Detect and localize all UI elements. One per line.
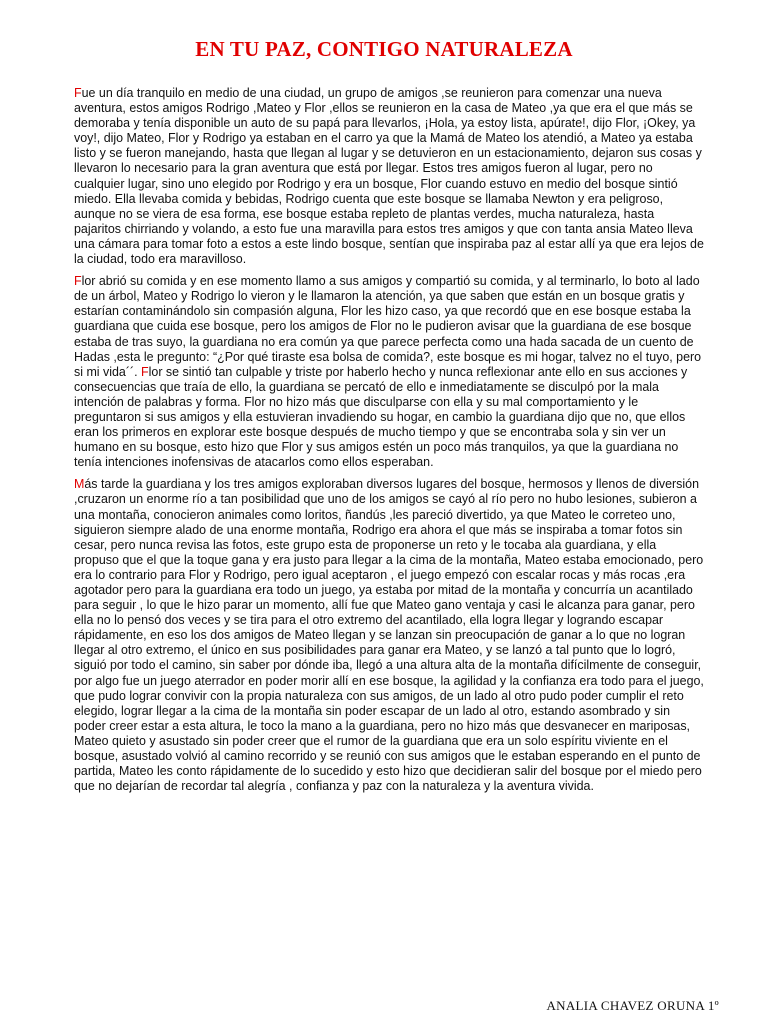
paragraph-initial: F	[74, 274, 82, 289]
document-title: EN TU PAZ, CONTIGO NATURALEZA	[195, 37, 573, 61]
paragraph-text-continued: lor se sintió tan culpable y triste por haberlo hecho y nunca reflexionar ante ello en sus acciones y consecuencias que traía de ello, la guardiana se percató de ello e inmediatamente se disculpó por la mala intención de palabras y forma. Flor no hizo más que disculparse con ella y su mal comportamiento y le preguntaron si sus amigos y ella estuvieran invadiendo su hogar, en cambio la guardiana dijo que no, que ellos eran los primeros en explorar este bosque después de mucho tiempo y que se encontraba sola y sin ver un humano en su bosque, esto hizo que Flor y sus amigos estén un poco más tranquilos, ya que la guardiana no tenía intenciones inofensivas de atacarlos como ellos esperaban.	[74, 364, 688, 470]
paragraph-inner-initial: F	[141, 364, 149, 379]
paragraph-text: lor abrió su comida y en ese momento llamo a sus amigos y compartió su comida, y al terminarlo, lo boto al lado de un árbol, Mateo y Rodrigo lo vieron y le llamaron la atención, ya que saben que están en un bosque gratis y estarían contaminándolo sin compasión alguna, Flor les hizo caso, ya que recordó que en ese bosque estaba la guardiana que cuida ese bosque, pero los amigos de Flor no le pudieron avisar que la guardiana de ese bosque estaba de tras suyo, la guardiana no era común ya que parece perfecta como una hada sacada de un cuento de Hadas ,esta le pregunto: “¿Por qué tiraste esa bolsa de comida?, este bosque es mi hogar, talvez no el tuyo, pero si mi vida´´.	[74, 274, 702, 379]
paragraph-initial: F	[74, 86, 82, 100]
paragraph-1	[74, 86, 704, 267]
author-signature: ANALIA CHAVEZ ORUNA 1º	[546, 998, 719, 1013]
paragraph-2	[74, 274, 704, 470]
paragraph-text: ue un día tranquilo en medio de una ciudad, un grupo de amigos ,se reunieron para comenzar una nueva aventura, estos amigos Rodrigo ,Mateo y Flor ,ellos se reunieron en la casa de Mateo ,ya que era el que más se demoraba y tenía disponible un auto de su papá para llevarlos, ¡Hola, ya estoy lista, apúrate!, dijo Flor, ¡Okey, ya voy!, dijo Mateo, Flor y Rodrigo ya estaban en el carro ya que la Mamá de Mateo los atendió, a Mateo ya estaba listo y se fueron manejando, hasta que llegan al lugar y se detuvieron en un estacionamiento, dejaron sus cosas y llevaron lo necesario para la gran aventura que está por llegar. Estos tres amigos fueron al lugar, pero no cualquier lugar, sino uno elegido por Rodrigo y era un bosque, Flor cuando estuvo en medio del bosque sintió miedo. Ella llevaba comida y bebidas, Rodrigo cuenta que este bosque se llamaba Newton y era peligroso, aunque no se viera de esa forma, ese bosque estaba repleto de plantas verdes, mucha naturaleza, hasta pajaritos chirriando y volando, a esto fue una maravilla para estos tres amigos y que con tanta ansia Mateo lleva una cámara para tomar foto a estos a este lindo bosque, sentían que inspiraba paz al estar allí ya que era lejos de la ciudad, todo era maravilloso.	[74, 86, 704, 267]
paragraph-text: ás tarde la guardiana y los tres amigos exploraban diversos lugares del bosque, hermosos y llenos de diversión ,cruzaron un enorme río a tan posibilidad que uno de los amigos se cayó al río pero no hubo lesiones, subieron a una montaña, conocieron animales como loritos, ñandús ,les pareció divertido, ya que Mateo le correteo uno, siguieron siempre alado de una enorme montaña, Rodrigo era ahora el que más se inspiraba a tomar fotos sin cesar, pero nunca revisa las fotos, este grupo esta de proponerse un reto y le tocaba ala guardiana, y ella propuso que el que la toque gana y era justo para llegar a la cima de la montaña, Mateo estaba emocionado, pero era lo contrario para Flor y Rodrigo, pero igual aceptaron , el juego empezó con escalar rocas y más rocas ,era agotador pero para la guardiana era todo un juego, ya estaba por mitad de la montaña y concurría un acantilado para seguir , lo que le hizo parar un momento, allí fue que Mateo gano ventaja y casi le alcanza para ganar, pero ella no lo pensó dos veces y se tira para el otro extremo del acantilado, ella logra llegar y logrando escapar rápidamente, en eso los dos amigos de Mateo llegan y se lanzan sin preocupación de ganar a lo que no logran llegar al otro extremo, el único en sus posibilidades para ganar era Mateo, y se lanzó a tal punto que lo logró, siguió por todo el camino, sin saber por dónde iba, llegó a una altura alta de la montaña difícilmente de conseguir, por algo fue un juego aterrador en poder morir allí en ese bosque, la agilidad y la confianza era todo para el juego, que pudo lograr convivir con la propia naturaleza con sus amigos, de un lado al otro pudo poder cumplir el reto elegido, lograr llegar a la cima de la montaña sin poder escapar de un lado al otro, estando asombrado y sin poder creer estar a esta altura, le toco la mano a la guardiana, pero no hizo más que desvanecer en mariposas, Mateo quieto y asustado sin poder creer que el rumor de la guardiana que era un solo espíritu viviente en el bosque, asustado volvió al camino recorrido y se reunió con sus amigos que le estaban esperando en el punto de partida, Mateo les conto rápidamente de lo sucedido y esto hizo que decidieran salir del bosque por el miedo pero que no dejarían de recordar tal alegría , confianza y paz con la naturaleza y la aventura vivida.	[74, 477, 704, 794]
paragraph-3	[74, 477, 704, 794]
paragraph-initial: M	[74, 477, 85, 492]
document-body	[74, 86, 704, 801]
